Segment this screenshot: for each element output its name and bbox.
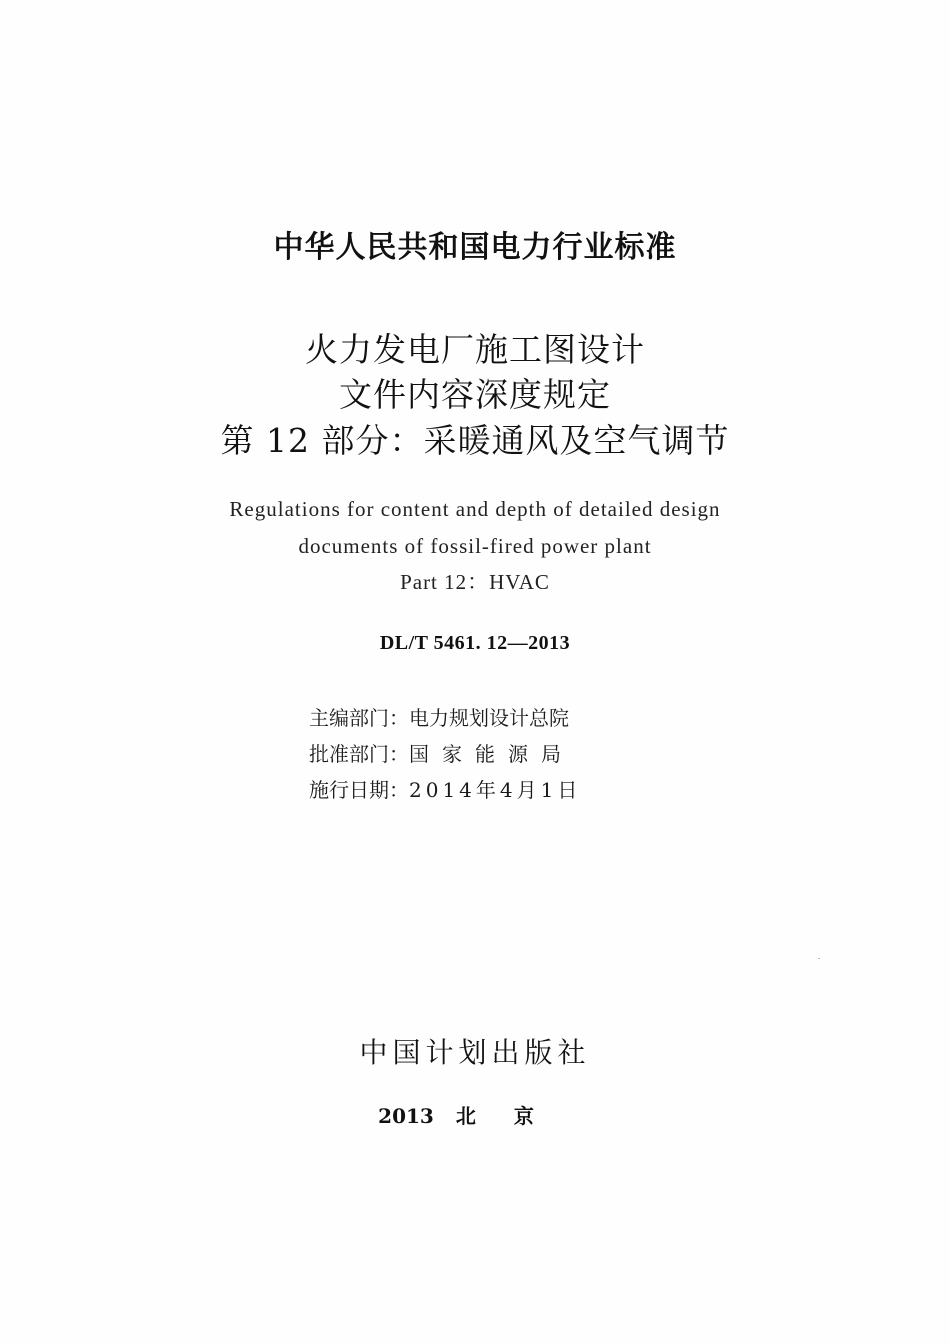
publication-line xyxy=(0,1101,950,1131)
chief-editor-value: 电力规划设计总院 xyxy=(409,706,569,730)
chinese-title-line-2: 文件内容深度规定 xyxy=(339,375,611,414)
effective-date-value: 2014年4月1日 xyxy=(409,778,582,802)
chinese-title-line-1: 火力发电厂施工图设计 xyxy=(305,330,645,369)
effective-date-row xyxy=(309,772,729,808)
chinese-title-line-3: 第 12 部分：采暖通风及空气调节 xyxy=(220,421,730,460)
english-title-line-1: Regulations for content and depth of detailed design xyxy=(229,497,721,521)
scan-speck xyxy=(818,958,820,959)
publication-year: 2013 xyxy=(378,1104,434,1128)
effective-date-label: 施行日期 xyxy=(309,778,389,802)
chief-editor-label: 主编部门 xyxy=(309,706,389,730)
standard-number: DL/T 5461. 12—2013 xyxy=(379,632,571,654)
approver-label: 批准部门 xyxy=(309,742,389,766)
industry-standard-heading: 中华人民共和国电力行业标准 xyxy=(273,230,677,265)
english-title-line-2: documents of fossil-fired power plant xyxy=(298,534,652,558)
approver-row xyxy=(309,736,729,772)
chief-editor-row xyxy=(309,700,729,736)
approver-separator: ： xyxy=(389,742,409,766)
english-title-line-3: Part 12：HVAC xyxy=(400,570,550,594)
approver-value: 国家能源局 xyxy=(409,742,574,766)
standard-info-block xyxy=(309,700,729,808)
effective-date-separator: ： xyxy=(389,778,409,802)
publisher-name: 中国计划出版社 xyxy=(359,1036,591,1069)
chief-editor-separator: ： xyxy=(389,706,409,730)
publication-city: 北京 xyxy=(455,1104,572,1128)
